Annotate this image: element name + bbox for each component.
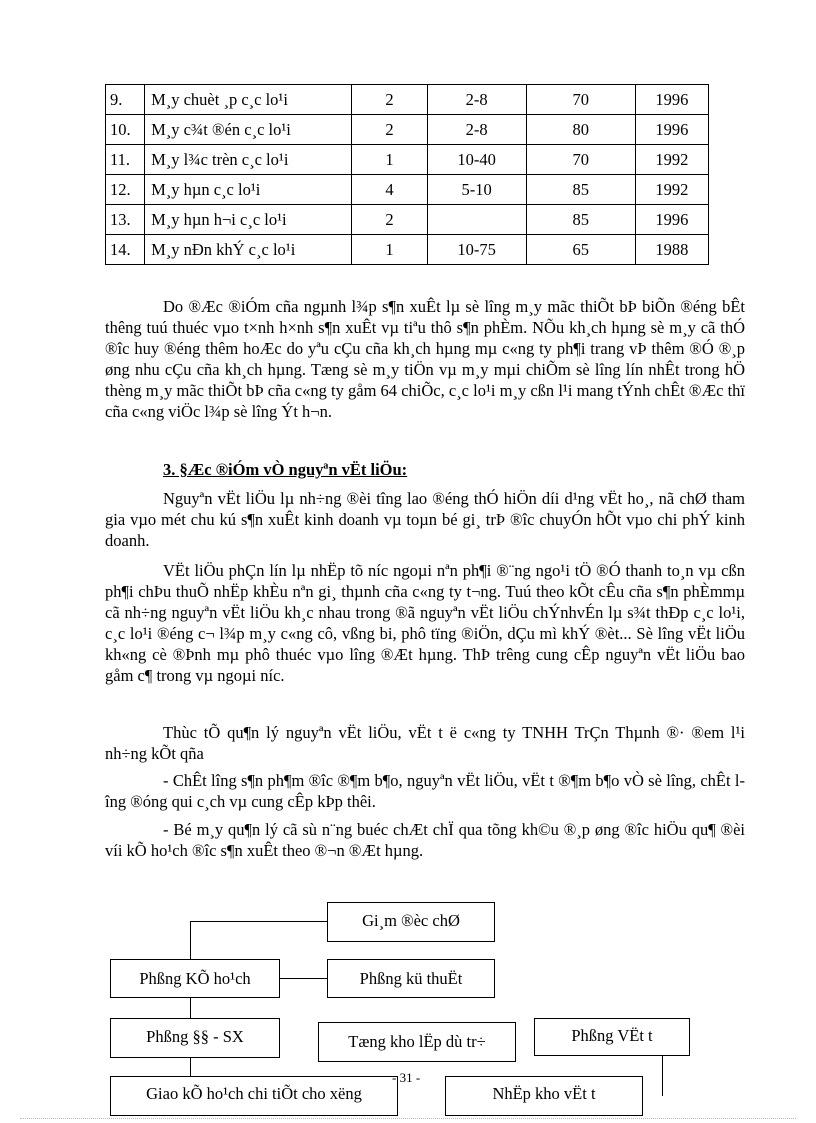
quantity-cell: 2 (352, 115, 427, 145)
row-number-cell: 11. (106, 145, 145, 175)
connector-line (190, 921, 328, 922)
paragraph-quality: - ChÊt lîng s¶n ph¶m ®îc ®¶m b¶o, nguyªn vËt liÖu, vËt t ®¶m b¶o vÒ sè lîng, chÊt lîng ®óng qui c¸ch vµ cung cÊp kÞp thêi. (105, 771, 745, 811)
quantity-cell: 4 (352, 175, 427, 205)
table-row (106, 85, 709, 115)
org-box-admin: Phßng §§ - SX (110, 1018, 280, 1058)
row-number-cell: 13. (106, 205, 145, 235)
condition-percent-cell: 85 (526, 175, 635, 205)
capacity-range-cell: 5-10 (427, 175, 526, 205)
equipment-name-cell: M¸y chuèt ¸p c¸c lo¹i (145, 85, 352, 115)
year-cell: 1996 (635, 115, 708, 145)
capacity-range-cell: 10-40 (427, 145, 526, 175)
equipment-name-cell: M¸y hµn h¬i c¸c lo¹i (145, 205, 352, 235)
condition-percent-cell: 80 (526, 115, 635, 145)
capacity-range-cell (427, 205, 526, 235)
connector-line (662, 1056, 663, 1096)
equipment-name-cell: M¸y c¾t ®én c¸c lo¹i (145, 115, 352, 145)
org-box-import: NhËp kho vËt t (445, 1076, 643, 1116)
org-box-storage: Tæng kho lËp dù tr÷ (318, 1022, 516, 1062)
capacity-range-cell: 2-8 (427, 115, 526, 145)
quantity-cell: 1 (352, 145, 427, 175)
year-cell: 1996 (635, 205, 708, 235)
condition-percent-cell: 85 (526, 205, 635, 235)
quantity-cell: 2 (352, 205, 427, 235)
year-cell: 1992 (635, 175, 708, 205)
year-cell: 1996 (635, 85, 708, 115)
equipment-name-cell: M¸y hµn c¸c lo¹i (145, 175, 352, 205)
capacity-range-cell: 2-8 (427, 85, 526, 115)
connector-line (190, 998, 191, 1018)
row-number-cell: 12. (106, 175, 145, 205)
table-row (106, 145, 709, 175)
table-row (106, 205, 709, 235)
quantity-cell: 2 (352, 85, 427, 115)
org-box-planning: Phßng KÕ ho¹ch (110, 959, 280, 998)
org-box-technical: Phßng kü thuËt (327, 959, 495, 998)
table-row (106, 175, 709, 205)
paragraph-management-results: Thùc tÕ qu¶n lý nguyªn vËt liÖu, vËt t ë c«ng ty TNHH TrÇn Thµnh ®· ®em l¹i nh÷ng kÕt qña (105, 723, 745, 763)
table-row (106, 235, 709, 265)
org-box-workshop: Giao kÕ ho¹ch chi tiÕt cho xëng (110, 1076, 398, 1116)
connector-line (280, 978, 327, 979)
table-row (106, 115, 709, 145)
paragraph-equipment: Do ®Æc ®iÓm cña ngµnh l¾p s¶n xuÊt lµ sè lîng m¸y mãc thiÕt bÞ biÕn ®éng bÊt thêng tuú thuéc vµo t×nh h×nh s¶n xuÊt vµ tiªu thô s¶n phÈm. NÕu kh¸ch hµng sè m¸y cã thÓ ®îc huy ®éng thêm hoÆc do yªu cÇu cña kh¸ch hµng mµ c«ng ty ph¶i trang vÞ thêm ®Ó ®¸p øng nhu cÇu cña kh¸ch hµng. Tæng sè m¸y tiÖn vµ m¸y mµi chiÕm sè lîng lín nhÊt trong hÖ thèng m¸y mãc thiÕt bÞ cña c«ng ty gåm 64 chiÕc, c¸c lo¹i m¸y cßn l¹i mang tÝnh chÊt ®Æc thï cña c«ng viÖc l¾p sè lîng Ýt h¬n. (105, 297, 745, 421)
capacity-range-cell: 10-75 (427, 235, 526, 265)
org-box-director: Gi¸m ®èc chØ (327, 902, 495, 942)
org-box-materials: Phßng VËt t (534, 1018, 690, 1056)
row-number-cell: 9. (106, 85, 145, 115)
row-number-cell: 10. (106, 115, 145, 145)
page-footer-divider (20, 1118, 796, 1119)
equipment-table (105, 84, 709, 265)
page-number: - 31 - (392, 1070, 421, 1085)
condition-percent-cell: 65 (526, 235, 635, 265)
year-cell: 1992 (635, 145, 708, 175)
year-cell: 1988 (635, 235, 708, 265)
paragraph-organization: - Bé m¸y qu¶n lý cã sù n¨ng buéc chÆt chÏ qua tõng kh©u ®¸p øng ®îc hiÖu qu¶ ®èi víi kÕ ho¹ch ®îc s¶n xuÊt theo ®¬n ®Æt hµng. (105, 820, 745, 860)
section-heading: 3. §Æc ®iÓm vÒ nguyªn vËt liÖu: (163, 460, 408, 479)
connector-line (190, 1058, 191, 1076)
paragraph-materials-import: VËt liÖu phÇn lín lµ nhËp tõ níc ngoµi nªn ph¶i ®¨ng ngo¹i tÖ ®Ó thanh to¸n vµ cßn ph¶i chÞu thuÕ nhËp khÈu nªn gi¸ thµnh cña c«ng ty t¬ng. Tuú theo kÕt cÊu cña s¶n phÈmmµ cã nh÷ng nguyªn vËt liÖu kh¸c nhau trong ®ã nguyªn vËt liÖu chÝnhvÉn lµ s¾t thÐp c¸c lo¹i, c¸c lo¹i ®éng c¬ l¾p m¸y c«ng cô, vßng bi, phô tïng ®iÖn, dÇu mì khÝ ®èt... Sè lîng vËt liÖu kh«ng cè ®Þnh mµ phô thuéc vµo lîng ®Æt hµng. ThÞ trêng cung cÊp nguyªn vËt liÖu bao gåm c¶ trong vµ ngoµi níc. (105, 561, 745, 685)
equipment-name-cell: M¸y l¾c trèn c¸c lo¹i (145, 145, 352, 175)
connector-line (190, 921, 191, 963)
condition-percent-cell: 70 (526, 145, 635, 175)
row-number-cell: 14. (106, 235, 145, 265)
equipment-name-cell: M¸y nÐn khÝ c¸c lo¹i (145, 235, 352, 265)
paragraph-materials-definition: Nguyªn vËt liÖu lµ nh÷ng ®èi tîng lao ®éng thÓ hiÖn díi d¹ng vËt ho¸, nã chØ tham gia vµo mét chu kú s¶n xuÊt kinh doanh vµ toµn bé gi¸ trÞ ®îc chuyÓn hÕt vµo chi phÝ kinh doanh. (105, 489, 745, 550)
quantity-cell: 1 (352, 235, 427, 265)
condition-percent-cell: 70 (526, 85, 635, 115)
